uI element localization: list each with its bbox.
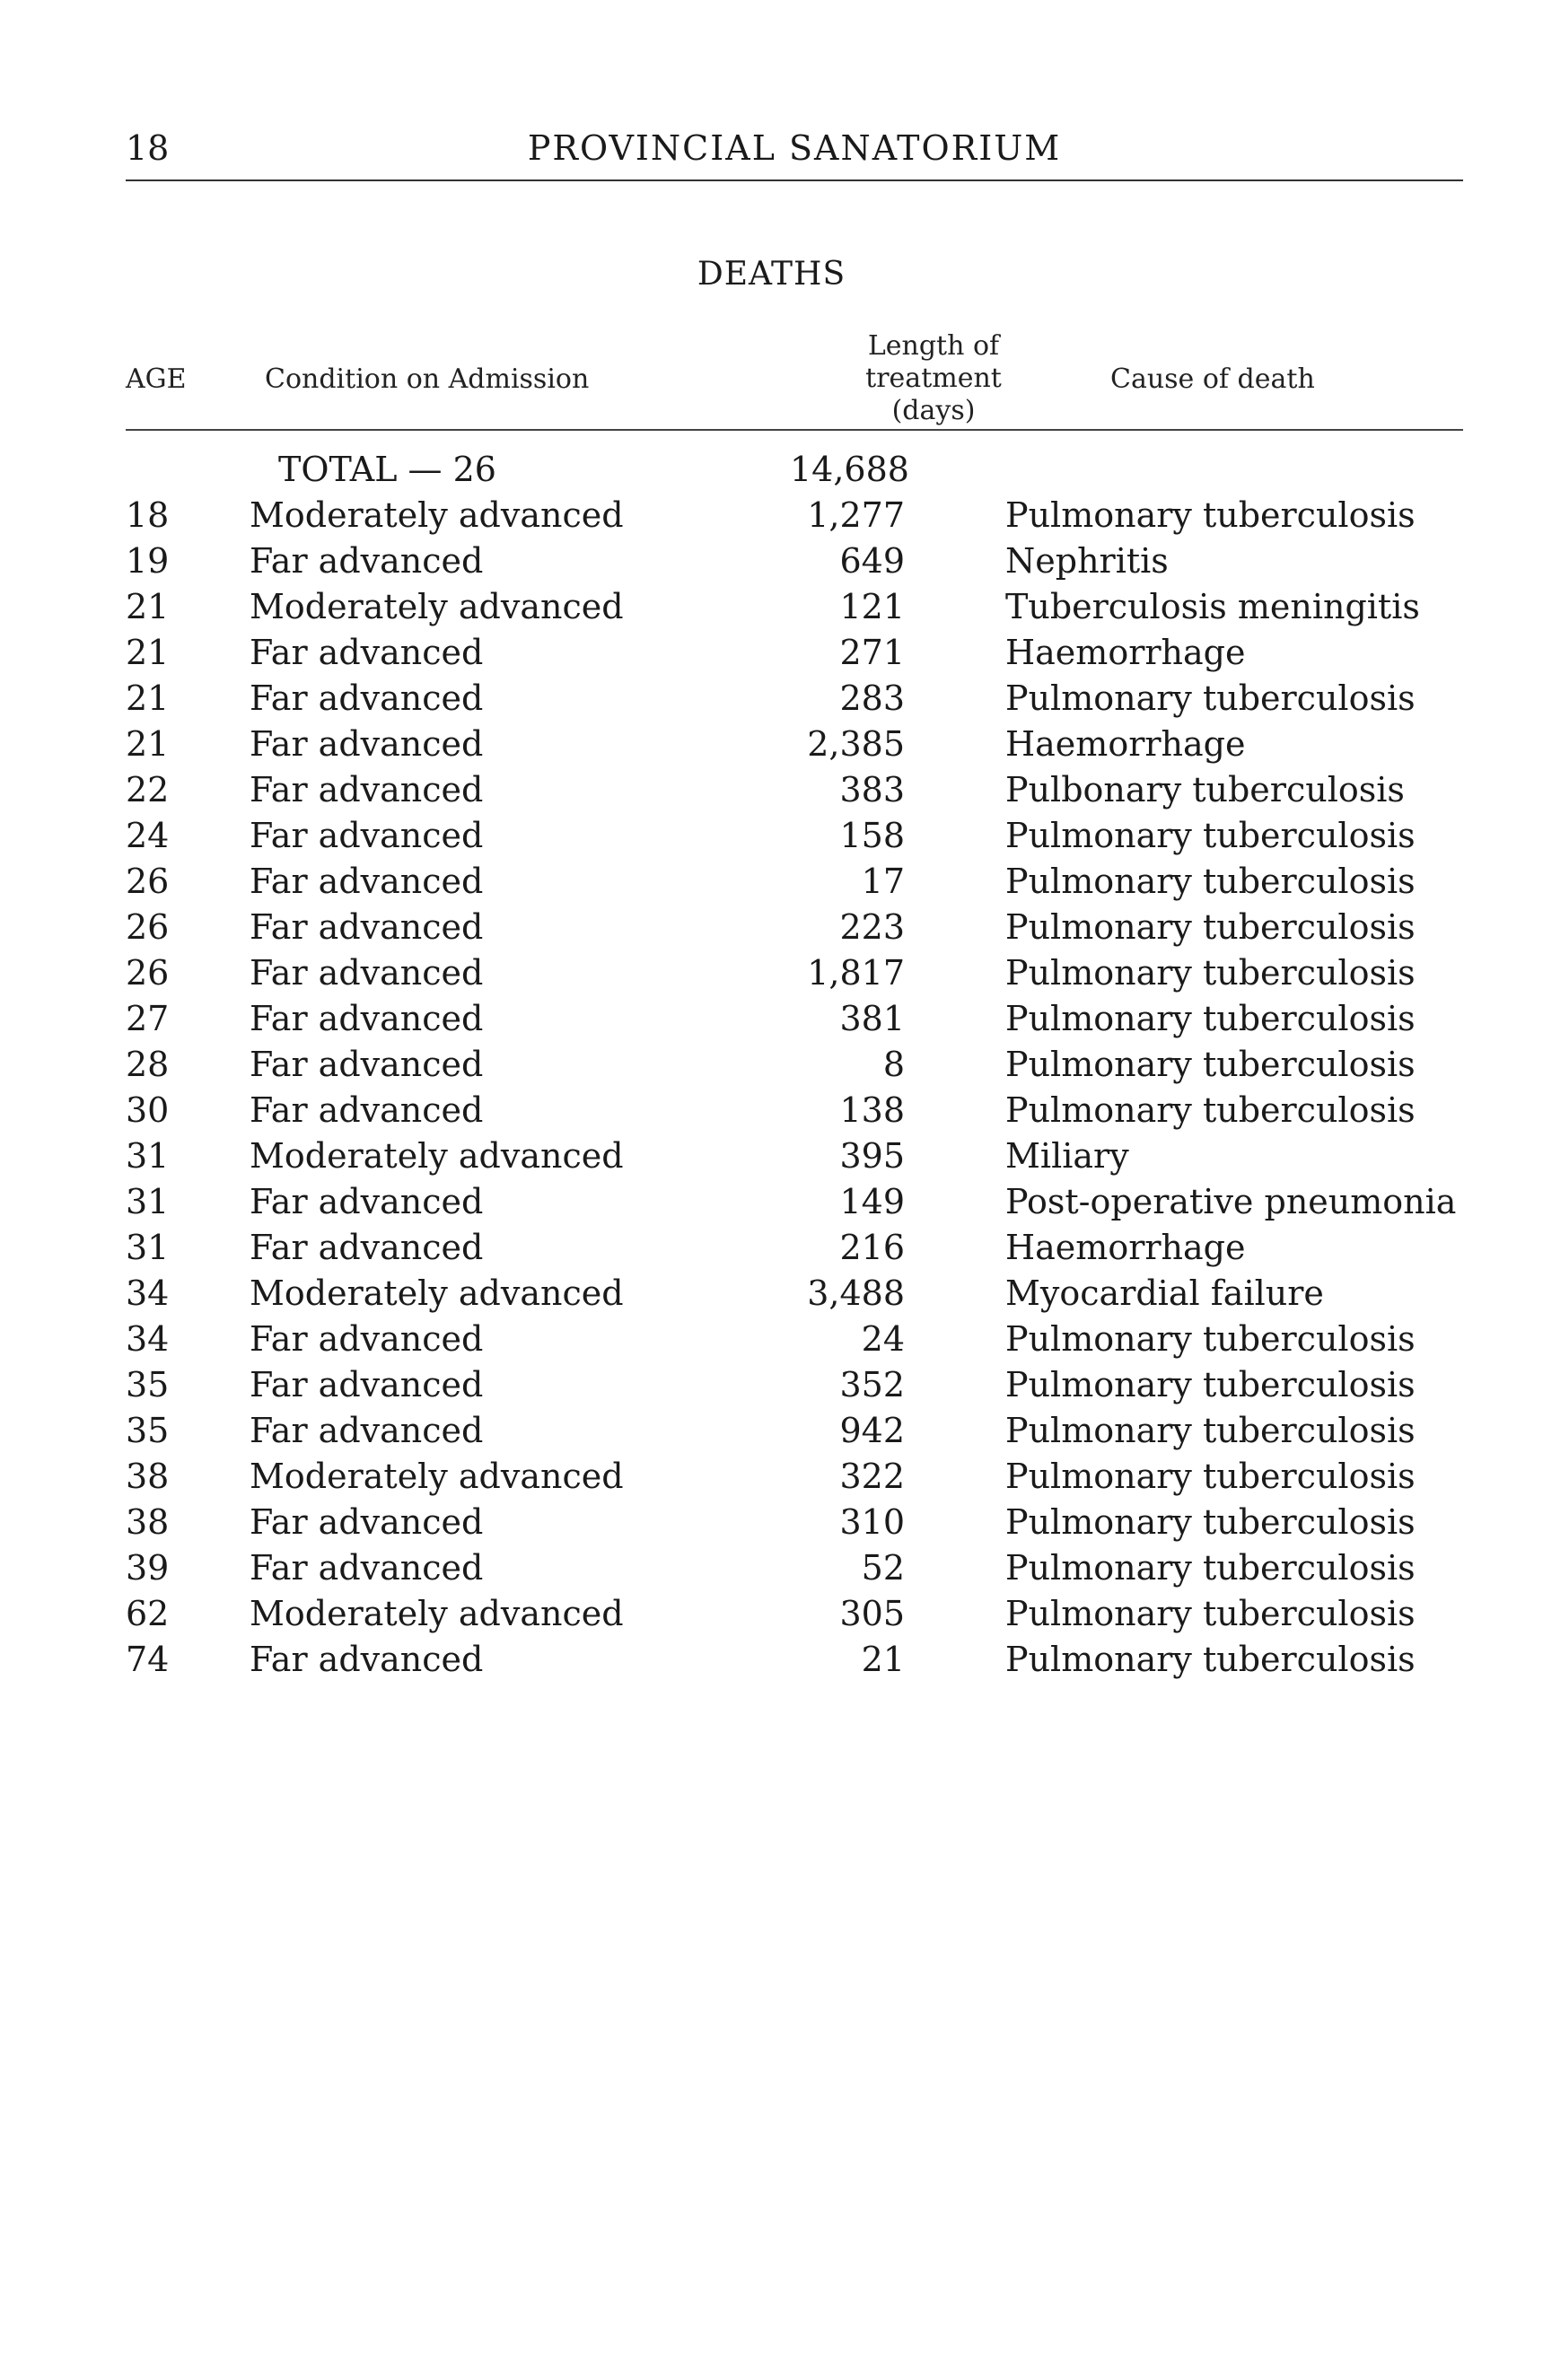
cause-cell: Myocardial failure: [1005, 1273, 1324, 1313]
header-rule: [126, 429, 1463, 431]
length-cell: 21: [861, 1640, 905, 1679]
table-row: [0, 859, 1543, 905]
age-cell: 62: [126, 1594, 170, 1633]
condition-cell: Moderately advanced: [250, 587, 624, 626]
condition-cell: Far advanced: [250, 1182, 484, 1221]
length-cell: 17: [861, 862, 905, 901]
table-row: [0, 1454, 1543, 1500]
cause-cell: Pulmonary tuberculosis: [1005, 1502, 1416, 1542]
age-cell: 27: [126, 999, 170, 1038]
condition-cell: Far advanced: [250, 541, 484, 581]
length-cell: 305: [839, 1594, 905, 1633]
age-cell: 26: [126, 907, 170, 947]
condition-cell: Far advanced: [250, 770, 484, 809]
length-cell: 138: [839, 1090, 905, 1130]
age-cell: 38: [126, 1457, 170, 1496]
column-header-age: AGE: [126, 363, 187, 395]
length-cell: 52: [861, 1548, 905, 1588]
table-row: [0, 1088, 1543, 1133]
column-header-length-line1: Length of: [867, 330, 1000, 362]
condition-cell: Far advanced: [250, 862, 484, 901]
cause-cell: Nephritis: [1005, 541, 1169, 581]
table-row: [0, 538, 1543, 584]
total-row: [0, 447, 1543, 493]
table-row: [0, 1179, 1543, 1225]
condition-cell: Far advanced: [250, 1319, 484, 1359]
cause-cell: Pulmonary tuberculosis: [1005, 1365, 1416, 1404]
section-title: DEATHS: [697, 256, 846, 293]
cause-cell: Haemorrhage: [1005, 633, 1246, 672]
length-cell: 216: [839, 1228, 905, 1267]
age-cell: 30: [126, 1090, 170, 1130]
table-row: [0, 1591, 1543, 1637]
cause-cell: Pulmonary tuberculosis: [1005, 1640, 1416, 1679]
table-row: [0, 996, 1543, 1042]
age-cell: 21: [126, 724, 170, 764]
age-cell: 22: [126, 770, 170, 809]
cause-cell: Pulmonary tuberculosis: [1005, 816, 1416, 855]
condition-cell: Moderately advanced: [250, 1457, 624, 1496]
condition-cell: Moderately advanced: [250, 1136, 624, 1176]
condition-cell: Moderately advanced: [250, 495, 624, 535]
age-cell: 19: [126, 541, 170, 581]
cause-cell: Pulmonary tuberculosis: [1005, 999, 1416, 1038]
age-cell: 38: [126, 1502, 170, 1542]
condition-cell: Far advanced: [250, 907, 484, 947]
cause-cell: Pulmonary tuberculosis: [1005, 907, 1416, 947]
running-title: PROVINCIAL SANATORIUM: [527, 128, 1062, 168]
cause-cell: Miliary: [1005, 1136, 1129, 1176]
length-cell: 383: [839, 770, 905, 809]
condition-cell: Far advanced: [250, 724, 484, 764]
age-cell: 35: [126, 1365, 170, 1404]
age-cell: 28: [126, 1045, 170, 1084]
condition-cell: Far advanced: [250, 1640, 484, 1679]
age-cell: 31: [126, 1182, 170, 1221]
cause-cell: Pulmonary tuberculosis: [1005, 862, 1416, 901]
condition-cell: Far advanced: [250, 1365, 484, 1404]
length-cell: 322: [839, 1457, 905, 1496]
age-cell: 21: [126, 587, 170, 626]
condition-cell: Far advanced: [250, 1411, 484, 1450]
condition-cell: Far advanced: [250, 1548, 484, 1588]
condition-cell: Far advanced: [250, 1502, 484, 1542]
condition-cell: Far advanced: [250, 633, 484, 672]
cause-cell: Pulmonary tuberculosis: [1005, 1411, 1416, 1450]
table-row: [0, 767, 1543, 813]
condition-cell: Moderately advanced: [250, 1273, 624, 1313]
table-row: [0, 630, 1543, 676]
length-cell: 149: [839, 1182, 905, 1221]
table-row: [0, 1408, 1543, 1454]
table-row: [0, 1317, 1543, 1362]
condition-cell: Moderately advanced: [250, 1594, 624, 1633]
age-cell: 21: [126, 678, 170, 718]
cause-cell: Pulbonary tuberculosis: [1005, 770, 1405, 809]
column-header-condition: Condition on Admission: [265, 363, 590, 395]
cause-cell: Post-operative pneumonia: [1005, 1182, 1457, 1221]
age-cell: 18: [126, 495, 170, 535]
total-length: 14,688: [790, 450, 909, 489]
table-row: [0, 676, 1543, 722]
column-header-length: [844, 330, 1023, 427]
table-row: [0, 1271, 1543, 1317]
length-cell: 1,817: [807, 953, 905, 993]
length-cell: 381: [839, 999, 905, 1038]
cause-cell: Tuberculosis meningitis: [1005, 587, 1420, 626]
length-cell: 223: [839, 907, 905, 947]
condition-cell: Far advanced: [250, 953, 484, 993]
length-cell: 2,385: [807, 724, 905, 764]
column-header-length-line2: treatment: [865, 363, 1002, 394]
table-row: [0, 1500, 1543, 1545]
condition-cell: Far advanced: [250, 999, 484, 1038]
table-row: [0, 722, 1543, 767]
table-row: [0, 950, 1543, 996]
table-row: [0, 905, 1543, 950]
cause-cell: Pulmonary tuberculosis: [1005, 1548, 1416, 1588]
length-cell: 8: [882, 1045, 905, 1084]
age-cell: 31: [126, 1136, 170, 1176]
length-cell: 395: [839, 1136, 905, 1176]
cause-cell: Pulmonary tuberculosis: [1005, 678, 1416, 718]
table-row: [0, 1042, 1543, 1088]
length-cell: 158: [839, 816, 905, 855]
length-cell: 3,488: [807, 1273, 905, 1313]
condition-cell: Far advanced: [250, 1090, 484, 1130]
page-header: [126, 126, 1463, 181]
age-cell: 21: [126, 633, 170, 672]
length-cell: 121: [839, 587, 905, 626]
condition-cell: Far advanced: [250, 678, 484, 718]
page-number: 18: [126, 128, 170, 168]
age-cell: 35: [126, 1411, 170, 1450]
cause-cell: Pulmonary tuberculosis: [1005, 1045, 1416, 1084]
cause-cell: Pulmonary tuberculosis: [1005, 495, 1416, 535]
cause-cell: Haemorrhage: [1005, 724, 1246, 764]
total-label: TOTAL — 26: [278, 450, 496, 489]
condition-cell: Far advanced: [250, 816, 484, 855]
column-header-length-line3: (days): [891, 395, 976, 426]
table-row: [0, 493, 1543, 538]
length-cell: 942: [839, 1411, 905, 1450]
length-cell: 24: [861, 1319, 905, 1359]
cause-cell: Pulmonary tuberculosis: [1005, 953, 1416, 993]
age-cell: 34: [126, 1319, 170, 1359]
cause-cell: Pulmonary tuberculosis: [1005, 1457, 1416, 1496]
cause-cell: Haemorrhage: [1005, 1228, 1246, 1267]
table-row: [0, 1637, 1543, 1683]
age-cell: 34: [126, 1273, 170, 1313]
cause-cell: Pulmonary tuberculosis: [1005, 1090, 1416, 1130]
age-cell: 26: [126, 862, 170, 901]
condition-cell: Far advanced: [250, 1045, 484, 1084]
table-row: [0, 1225, 1543, 1271]
table-row: [0, 1362, 1543, 1408]
cause-cell: Pulmonary tuberculosis: [1005, 1594, 1416, 1633]
age-cell: 24: [126, 816, 170, 855]
deaths-table: [0, 447, 1543, 1683]
table-row: [0, 1545, 1543, 1591]
table-row: [0, 1133, 1543, 1179]
age-cell: 26: [126, 953, 170, 993]
length-cell: 283: [839, 678, 905, 718]
column-header-cause: Cause of death: [1110, 363, 1315, 395]
table-row: [0, 584, 1543, 630]
length-cell: 310: [839, 1502, 905, 1542]
age-cell: 31: [126, 1228, 170, 1267]
length-cell: 271: [839, 633, 905, 672]
length-cell: 352: [839, 1365, 905, 1404]
age-cell: 74: [126, 1640, 170, 1679]
age-cell: 39: [126, 1548, 170, 1588]
length-cell: 1,277: [807, 495, 905, 535]
cause-cell: Pulmonary tuberculosis: [1005, 1319, 1416, 1359]
table-row: [0, 813, 1543, 859]
length-cell: 649: [839, 541, 905, 581]
condition-cell: Far advanced: [250, 1228, 484, 1267]
